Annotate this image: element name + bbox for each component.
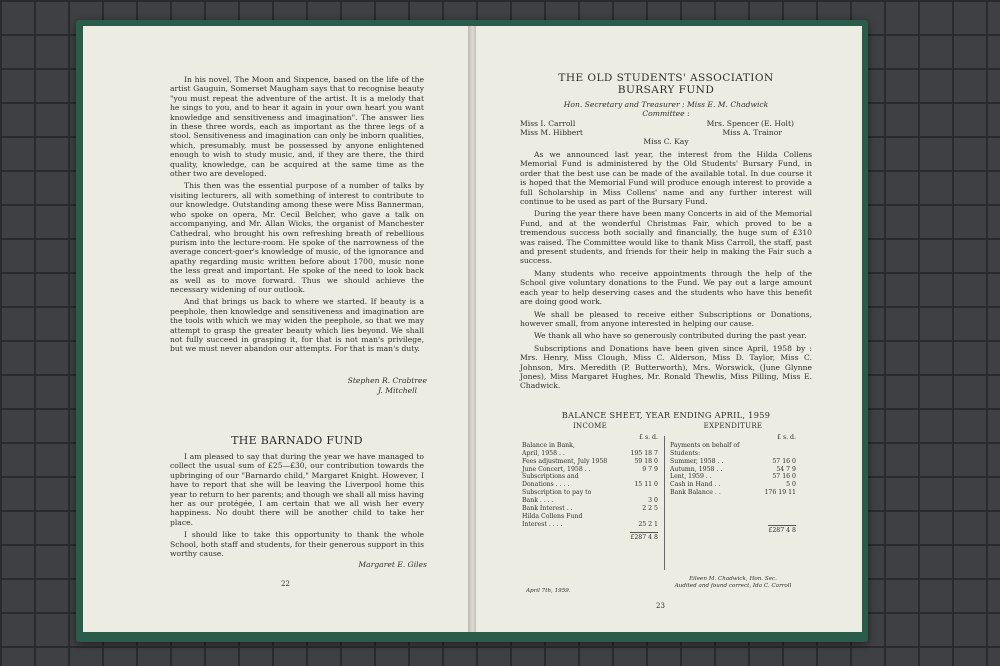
page-number-left: 22: [281, 580, 290, 588]
expenditure-header: EXPENDITURE: [703, 422, 763, 430]
account-amount: 176 19 11: [764, 489, 796, 497]
bursary-text: [520, 150, 812, 394]
committee-member: Mrs. Spencer (E. Holt): [706, 118, 794, 128]
account-label: Subscriptions and: [522, 473, 579, 481]
account-row: [522, 521, 658, 529]
committee-row: [520, 128, 812, 137]
bursary-title: [520, 72, 812, 96]
right-page: [476, 26, 862, 632]
barnado-text: [170, 452, 424, 561]
bursary-paragraph: We shall be pleased to receive either Subscriptions or Donations, however small, from anyone interested in helping our cause.: [520, 309, 812, 328]
committee-member: Miss C. Kay: [643, 137, 689, 147]
expenditure-column: [670, 423, 796, 533]
income-total: £287 4 8: [630, 533, 658, 541]
essay-signatures: [348, 376, 427, 396]
page-number-right: 23: [656, 602, 665, 610]
auditor-line: Eileen M. Chadwick, Hon. Sec.: [689, 576, 777, 582]
account-amount: 195 18 7: [630, 449, 658, 457]
bursary-paragraph: Subscriptions and Donations have been given since April, 1958 by : Mrs. Henry, Miss Clough, Miss C. Alderson, Miss D. Taylor, Miss C. Johnson, Mrs. Meredith (P. Butterworth), Mrs. Worswick, (June Glynne Jones), Miss Margaret Hughes, Mr. Ronald Thewlis, Miss Pilling, Miss E. Chadwick.: [520, 343, 812, 391]
account-row: [522, 466, 658, 474]
bursary-paragraph: During the year there have been many Concerts in aid of the Memorial Fund, and at the wonderful Christmas Fair, which proved to be a tremendous success both socially and financially, the huge sum of £310 was raised. The Committee would like to thank Miss Carroll, the staff, past and present students, and friends for their help in making the Fair such a success.: [520, 209, 812, 266]
account-row: [522, 442, 658, 450]
income-column: [522, 423, 658, 540]
barnado-signature: Margaret E. Giles: [358, 560, 427, 569]
account-row: [670, 473, 796, 481]
secretary-line: Hon. Secretary and Treasurer : Miss E. M. Chadwick: [563, 100, 769, 109]
account-row: [522, 497, 658, 505]
essay-text: [170, 75, 424, 357]
expenditure-total-row: [670, 525, 796, 533]
account-row: [670, 466, 796, 474]
account-row: [670, 481, 796, 489]
account-label: June Concert, 1958 . .: [522, 465, 591, 473]
committee-member: Miss I. Carroll: [520, 118, 576, 128]
account-label: Bank . . . .: [522, 497, 554, 505]
bursary-title-line1: THE OLD STUDENTS' ASSOCIATION: [558, 72, 774, 84]
committee-row: [520, 119, 812, 128]
account-label: Interest . . . .: [522, 520, 563, 528]
account-amount: 9 7 9: [642, 465, 658, 473]
committee-label: Committee :: [642, 109, 690, 119]
date-note: April 7th, 1959.: [526, 588, 571, 594]
account-label: Balance in Bank,: [522, 441, 575, 449]
committee-member: Miss A. Trainor: [722, 127, 782, 137]
account-label: Payments on behalf of: [670, 441, 740, 449]
account-label: Students:: [670, 449, 701, 457]
account-label: April, 1958 . .: [522, 449, 565, 457]
account-row: [522, 505, 658, 513]
bursary-paragraph: As we announced last year, the interest from the Hilda Collens Memorial Fund is administered by the Old Students' Bursary Fund, in order that the best use can be made of the available total. In due course it is hoped that the Memorial Fund will produce enough interest to provide a full Scholarship in Miss Collens' name and any further interest will continue to be used as part of the Bursary Fund.: [520, 150, 812, 207]
income-header: INCOME: [572, 422, 608, 430]
account-row: [522, 473, 658, 481]
account-label: Hilda Collens Fund: [522, 512, 583, 520]
income-rows: [522, 442, 658, 529]
bursary-paragraph: We thank all who have so generously contributed during the past year.: [534, 331, 807, 341]
committee-member: Miss M. Hibbert: [520, 127, 583, 137]
account-amount: 3 0: [648, 497, 658, 505]
left-page: [83, 26, 469, 632]
essay-paragraph: And that brings us back to where we started. If beauty is a peephole, then knowledge and sensitiveness and imagination are the tools with which we may widen the peephole, so that we may attempt to grasp the greater beauty which lies beyond. We shall not fully succeed in grasping it, for that is not man's privilege, but we must never abandon our attempts. For that is man's duty.: [170, 297, 424, 354]
account-row: [522, 481, 658, 489]
account-label: Bank Balance . .: [670, 489, 721, 497]
balance-divider: [664, 436, 665, 570]
balance-sheet-title: BALANCE SHEET, YEAR ENDING APRIL, 1959: [561, 410, 771, 420]
expenditure-total: £287 4 8: [768, 527, 796, 535]
account-amount: 57 16 0: [772, 473, 796, 481]
account-row: [522, 489, 658, 497]
account-label: Lent, 1959 . .: [670, 473, 712, 481]
auditor-note: [668, 576, 798, 590]
signature: J. Mitchell: [377, 386, 417, 395]
account-label: Bank Interest . .: [522, 505, 573, 513]
account-label: Donations . . . .: [522, 481, 570, 489]
account-amount: 57 16 0: [772, 457, 796, 465]
account-row: [522, 458, 658, 466]
account-label: Subscription to pay to: [522, 489, 592, 497]
account-label: Fees adjustment, July 1958: [522, 457, 608, 465]
barnado-paragraph: I should like to take this opportunity to thank the whole School, both staff and students, for their generous support in this worthy cause.: [170, 530, 424, 559]
account-amount: 15 11 0: [634, 481, 658, 489]
account-row: [670, 450, 796, 458]
account-row: [670, 458, 796, 466]
auditor-line: Audited and found correct, Ida C. Carroll: [674, 583, 792, 589]
account-row: [522, 513, 658, 521]
account-row: [670, 442, 796, 450]
account-label: Autumn, 1958 . .: [670, 465, 723, 473]
currency-header: £ s. d.: [777, 433, 796, 441]
income-total-row: [522, 532, 658, 540]
account-label: Summer, 1958 . .: [670, 457, 724, 465]
account-row: [670, 489, 796, 497]
account-amount: 2 2 5: [642, 505, 658, 513]
committee-block: [520, 100, 812, 146]
account-amount: 25 2 1: [638, 520, 658, 528]
account-row: [522, 450, 658, 458]
essay-paragraph: In his novel, The Moon and Sixpence, based on the life of the artist Gauguin, Somerset Maugham says that to recognise beauty "you must repeat the adventure of the artist. It is a melody that he sings to you, and to hear it again in your own heart you want knowledge and sensitiveness and imagination". The answer lies in these three words, each as important as the three legs of a stool. Sensitiveness and imagination can only be inborn qualities, which, presumably, must be possessed by anyone enlightened enough to wish to study music, and, if they are there, the third quality, knowledge, can be acquired at the same time as the other two are developed.: [170, 75, 424, 179]
barnado-title: THE BARNADO FUND: [231, 434, 363, 447]
essay-paragraph: This then was the essential purpose of a number of talks by visiting lecturers, all with something of interest to contribute to our knowledge. Outstanding among these were Miss Bannerman, who spoke on opera, Mr. Cecil Belcher, who gave a talk on accompanying, and Mr. Allan Wicks, the organist of Manchester Cathedral, who brought his own refreshing breath of rebellious purism into the lecture-room. He spoke of the narrowness of the average concert-goer's knowledge of music, of the ignorance and apathy regarding music written before about 1700, music none the less great and important. He spoke of the need to look back as well as to move forward. Thus we should achieve the necessary widening of our outlook.: [170, 181, 424, 294]
bursary-title-line2: BURSARY FUND: [617, 84, 715, 96]
signature: Stephen R. Crabtree: [347, 376, 427, 385]
account-label: Cash in Hand . .: [670, 481, 721, 489]
currency-header: £ s. d.: [639, 433, 658, 441]
expenditure-rows: [670, 442, 796, 497]
bursary-paragraph: Many students who receive appointments through the help of the School give voluntary donations to the Fund. We pay out a large amount each year to help deserving cases and the students who have this benefit are doing good work.: [520, 268, 812, 307]
account-amount: 54 7 9: [776, 465, 796, 473]
account-amount: 59 18 0: [634, 457, 658, 465]
account-amount: 5 0: [786, 481, 796, 489]
barnado-paragraph: I am pleased to say that during the year we have managed to collect the usual sum of £25—£30, our contribution towards the upbringing of our "Barnardo child," Margaret Knight. However, I have to report that she will be leaving the Liverpool home this year to return to her parents; and though we shall all miss having her as our protégée, I am certain that we all wish her every happiness. No doubt there will be another child to take her place.: [170, 452, 424, 527]
